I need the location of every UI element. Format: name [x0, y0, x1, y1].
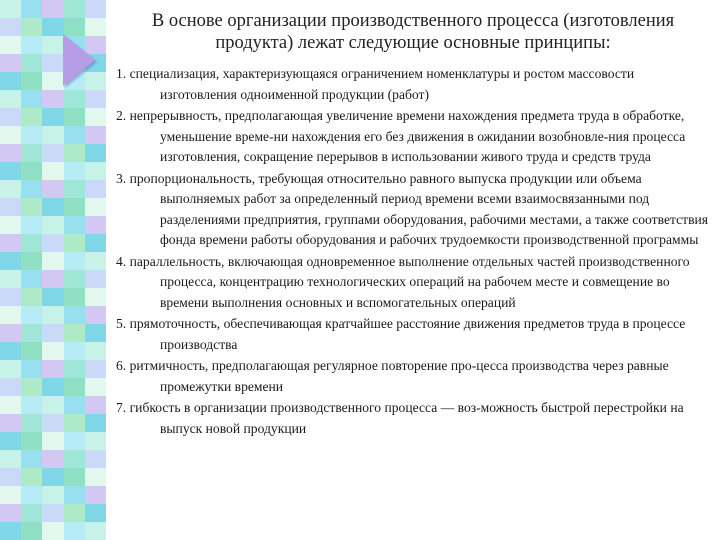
principle-item [112, 356, 714, 397]
mosaic-tile [42, 504, 63, 522]
mosaic-tile [21, 72, 42, 90]
item-number: 2. [116, 108, 127, 123]
mosaic-tile [21, 486, 42, 504]
mosaic-tile [85, 144, 106, 162]
mosaic-tile [85, 162, 106, 180]
mosaic-tile [0, 36, 21, 54]
mosaic-tile [0, 0, 21, 18]
item-number: 5. [116, 316, 127, 331]
mosaic-tile [42, 0, 63, 18]
mosaic-tile [85, 450, 106, 468]
mosaic-tile [85, 414, 106, 432]
mosaic-tile [85, 288, 106, 306]
item-term: прямоточность, [129, 316, 221, 331]
mosaic-tile [21, 360, 42, 378]
mosaic-tile [85, 342, 106, 360]
mosaic-tile [42, 396, 63, 414]
item-term: пропорциональность, [129, 170, 256, 186]
mosaic-tile [0, 162, 21, 180]
mosaic-tile [85, 522, 106, 540]
mosaic-tile [85, 270, 106, 288]
mosaic-tile [21, 126, 42, 144]
mosaic-tile [21, 450, 42, 468]
mosaic-tile [85, 486, 106, 504]
mosaic-tile [42, 72, 63, 90]
item-term: параллельность, [129, 253, 225, 269]
principle-item [112, 106, 714, 168]
mosaic-tile [64, 144, 85, 162]
mosaic-tile [0, 216, 21, 234]
slide-title: В основе организации производственного процесса (изготовления продукта) лежат следующие основные принципы: [151, 11, 675, 53]
mosaic-tile [85, 90, 106, 108]
mosaic-tile [21, 144, 42, 162]
mosaic-tile [64, 108, 85, 126]
mosaic-tile [64, 288, 85, 306]
item-number: 1. [116, 66, 127, 81]
mosaic-tile [42, 306, 63, 324]
mosaic-tile [42, 198, 63, 216]
item-number: 4. [116, 253, 127, 269]
mosaic-tile [64, 342, 85, 360]
mosaic-tile [21, 0, 42, 18]
mosaic-tile [85, 468, 106, 486]
mosaic-tile [0, 324, 21, 342]
mosaic-tile [0, 270, 21, 288]
item-text: характеризующаяся ограничением номенклатуры и ростом массовости изготовления одноименной продукции (работ) [160, 66, 635, 102]
mosaic-tile [21, 396, 42, 414]
mosaic-tile [42, 216, 63, 234]
mosaic-tile [21, 522, 42, 540]
mosaic-tile [0, 72, 21, 90]
mosaic-tile [42, 252, 63, 270]
mosaic-tile [64, 522, 85, 540]
mosaic-tile [21, 36, 42, 54]
mosaic-tile [42, 54, 63, 72]
item-term: непрерывность, [129, 108, 222, 123]
mosaic-tile [0, 90, 21, 108]
mosaic-tile [85, 198, 106, 216]
mosaic-tile [42, 468, 63, 486]
mosaic-tile [21, 234, 42, 252]
item-number: 7. [116, 400, 127, 415]
mosaic-tile [0, 18, 21, 36]
mosaic-tile [21, 342, 42, 360]
mosaic-tile [0, 108, 21, 126]
mosaic-tile [42, 108, 63, 126]
mosaic-tile [64, 324, 85, 342]
mosaic-tile [64, 126, 85, 144]
mosaic-tile [64, 486, 85, 504]
mosaic-tile [0, 522, 21, 540]
mosaic-tile [21, 306, 42, 324]
item-number: 6. [116, 358, 127, 373]
mosaic-tile [64, 162, 85, 180]
mosaic-tile [85, 126, 106, 144]
mosaic-tile [0, 432, 21, 450]
mosaic-tile [64, 252, 85, 270]
mosaic-tile [0, 450, 21, 468]
mosaic-tile [0, 306, 21, 324]
mosaic-tile [21, 270, 42, 288]
mosaic-tile [64, 180, 85, 198]
mosaic-tile [64, 450, 85, 468]
mosaic-tile [85, 108, 106, 126]
mosaic-tile [21, 252, 42, 270]
mosaic-tile [64, 360, 85, 378]
mosaic-tile [21, 414, 42, 432]
mosaic-tile [21, 54, 42, 72]
mosaic-tile [0, 342, 21, 360]
triangle-bullet-icon [63, 34, 95, 86]
mosaic-tile [64, 396, 85, 414]
principle-item [112, 314, 714, 355]
mosaic-tile [85, 234, 106, 252]
mosaic-tile [0, 378, 21, 396]
mosaic-tile [42, 36, 63, 54]
mosaic-tile [85, 252, 106, 270]
mosaic-tile [64, 90, 85, 108]
mosaic-tile [21, 432, 42, 450]
mosaic-tile [42, 144, 63, 162]
mosaic-tile [0, 252, 21, 270]
mosaic-tile [0, 288, 21, 306]
item-text: включающая одновременное выполнение отдельных частей производственного процесса, концентрацию технологических операций на рабочем месте и совмещение во времени выполнения основных и вспомогательных операций [160, 253, 690, 310]
mosaic-tile [0, 360, 21, 378]
mosaic-tile [64, 198, 85, 216]
mosaic-tile [42, 126, 63, 144]
mosaic-tile [0, 198, 21, 216]
mosaic-tile [0, 468, 21, 486]
mosaic-tile [42, 432, 63, 450]
mosaic-tile [64, 432, 85, 450]
mosaic-tile [21, 198, 42, 216]
mosaic-tile [21, 180, 42, 198]
item-number: 3. [116, 170, 127, 186]
mosaic-tile [42, 450, 63, 468]
item-text: в организации производственного процесса — воз-можность быстрой перестройки на выпуск новой продукции [160, 400, 684, 436]
mosaic-tile [0, 180, 21, 198]
mosaic-tile [64, 216, 85, 234]
mosaic-tile [42, 360, 63, 378]
principle-item [112, 398, 714, 439]
item-text: обеспечивающая кратчайшее расстояние движения предметов труда в процессе производства [160, 316, 686, 352]
mosaic-tile [0, 54, 21, 72]
mosaic-tile [42, 18, 63, 36]
principles-list [112, 64, 714, 439]
mosaic-tile [0, 414, 21, 432]
mosaic-tile [85, 324, 106, 342]
mosaic-tile [85, 504, 106, 522]
mosaic-tile [21, 504, 42, 522]
mosaic-tile [42, 342, 63, 360]
item-term: гибкость [129, 400, 181, 415]
mosaic-tile [64, 0, 85, 18]
mosaic-tile [64, 234, 85, 252]
mosaic-tile [21, 468, 42, 486]
mosaic-tile [42, 90, 63, 108]
mosaic-tile [85, 378, 106, 396]
mosaic-tile [64, 468, 85, 486]
mosaic-tile [42, 522, 63, 540]
mosaic-tile [85, 306, 106, 324]
principle-item [112, 252, 714, 314]
mosaic-tile [85, 432, 106, 450]
mosaic-tile [64, 504, 85, 522]
mosaic-tile [21, 18, 42, 36]
mosaic-tile [64, 306, 85, 324]
mosaic-tile [85, 396, 106, 414]
mosaic-tile [85, 360, 106, 378]
mosaic-tile [42, 288, 63, 306]
mosaic-tile [21, 162, 42, 180]
principle-item [112, 64, 714, 105]
mosaic-tile [64, 414, 85, 432]
mosaic-tile [42, 234, 63, 252]
mosaic-tile [21, 108, 42, 126]
item-text: предполагающая увеличение времени нахождения предмета труда в обработке, уменьшение време-ни нахождения его без движения в ожидании возобновле-ния процесса изготовления, сокращение перерывов в использовании живого труда и средств труда [160, 108, 686, 164]
mosaic-tile [21, 216, 42, 234]
mosaic-tile [21, 324, 42, 342]
item-term: ритмичность, [129, 358, 209, 373]
mosaic-tile [85, 180, 106, 198]
mosaic-tile [42, 486, 63, 504]
mosaic-tile [42, 162, 63, 180]
mosaic-tile [21, 288, 42, 306]
principle-item [112, 169, 714, 251]
mosaic-tile [42, 324, 63, 342]
mosaic-tile [85, 216, 106, 234]
slide-content [112, 0, 714, 540]
mosaic-tile [64, 270, 85, 288]
mosaic-tile [0, 396, 21, 414]
mosaic-tile [42, 414, 63, 432]
mosaic-tile [64, 378, 85, 396]
mosaic-tile [42, 180, 63, 198]
mosaic-tile [0, 504, 21, 522]
mosaic-tile [0, 126, 21, 144]
mosaic-tile [0, 486, 21, 504]
mosaic-tile [42, 270, 63, 288]
mosaic-tile [21, 90, 42, 108]
item-text: предполагающая регулярное повторение про-цесса производства через равные промежутки времени [160, 358, 669, 394]
item-text: требующая относительно равного выпуска продукции или объема выполняемых работ за определенный период времени всеми взаимосвязанными под разделениями предприятия, группами оборудования, рабочими местами, а также соответствия фонда времени работы оборудования и рабочих трудоемкости производственной программы [160, 170, 709, 247]
mosaic-tile [85, 0, 106, 18]
mosaic-tile [21, 378, 42, 396]
item-term: специализация, [129, 66, 220, 81]
mosaic-tile [0, 234, 21, 252]
mosaic-tile [42, 378, 63, 396]
mosaic-tile [0, 144, 21, 162]
